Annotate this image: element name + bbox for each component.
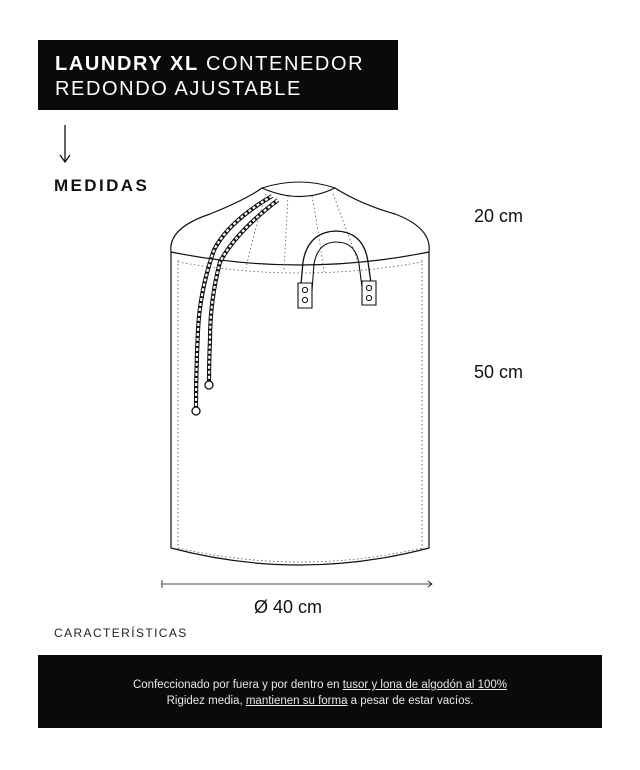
bag-cover-opening <box>262 182 335 188</box>
handle-tab-left <box>298 283 312 308</box>
product-title-line-2: REDONDO AJUSTABLE <box>55 78 302 100</box>
description-line-1 <box>38 677 602 693</box>
drawstring-rope-right <box>209 200 278 382</box>
description-box <box>38 655 602 728</box>
dimension-line-diameter <box>162 580 432 588</box>
diameter-label: Ø 40 cm <box>254 597 323 617</box>
bag-rim-stitch <box>178 262 422 273</box>
rivet <box>366 285 371 290</box>
description-text: Confeccionado por fuera y por dentro en <box>132 679 343 691</box>
rope-knot <box>192 407 200 415</box>
arrow-down-icon <box>57 124 73 164</box>
product-name: LAUNDRY XL <box>55 53 199 75</box>
rivet <box>302 287 307 292</box>
rivet <box>366 295 371 300</box>
handle-tab-right <box>362 281 376 305</box>
product-title-rest: CONTENEDOR <box>198 53 365 75</box>
description-text: a pesar de estar vacíos. <box>347 695 474 707</box>
measures-heading: MEDIDAS <box>54 176 150 195</box>
drawstring-rope-right-core <box>209 200 278 382</box>
cover-fold-2 <box>284 196 288 272</box>
bag-cover <box>171 188 429 252</box>
cover-height-label: 20 cm <box>474 206 524 226</box>
bag-handle-inner <box>311 242 364 304</box>
rivet <box>302 297 307 302</box>
description-text: Rigidez media, <box>166 695 246 707</box>
features-heading: CARACTERÍSTICAS <box>54 626 188 640</box>
product-title-box <box>38 40 398 110</box>
description-line-2 <box>38 693 602 709</box>
material-highlight: tusor y lona de algodón al 100% <box>342 679 508 691</box>
shape-highlight: mantienen su forma <box>245 695 348 707</box>
laundry-bag-diagram <box>150 180 450 600</box>
body-height-label: 50 cm <box>474 362 524 382</box>
product-title-line-1 <box>55 52 398 77</box>
rope-knot <box>205 381 213 389</box>
bag-seam-bottom <box>178 548 422 562</box>
